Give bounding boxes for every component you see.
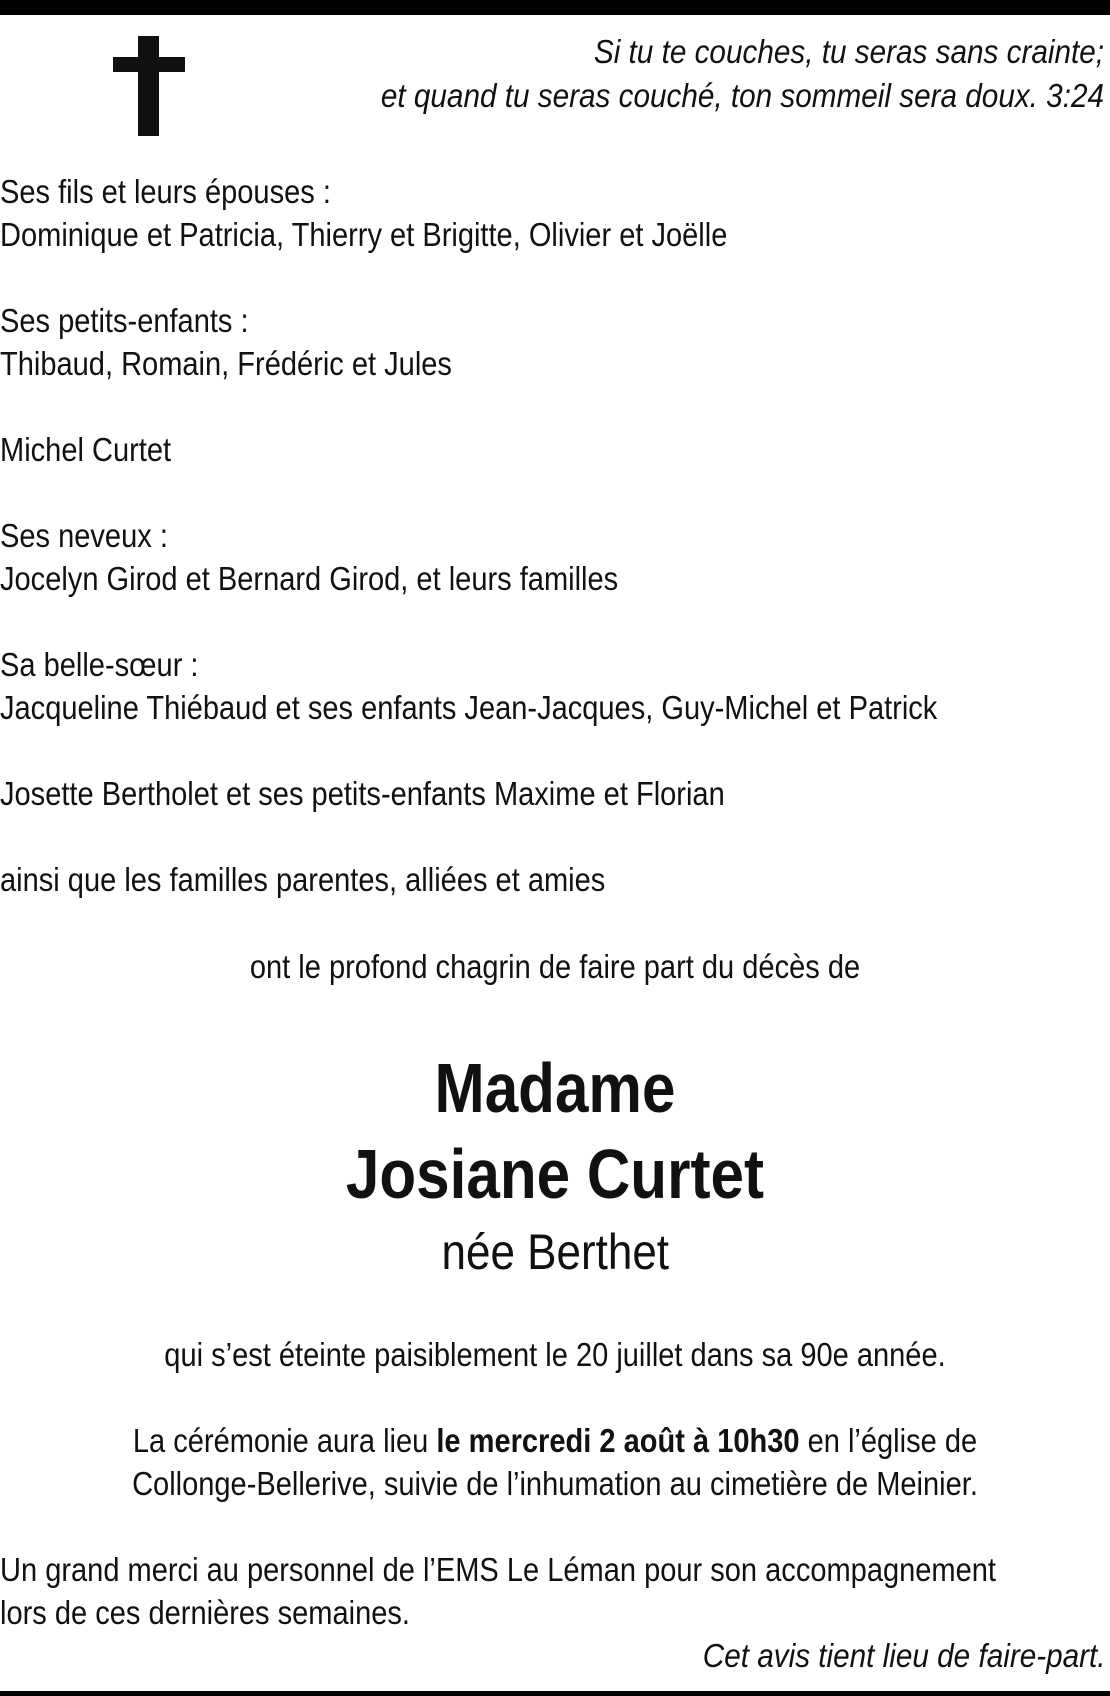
passing-text: qui s’est éteinte paisiblement le 20 juillet dans sa 90e année. <box>164 1336 946 1373</box>
announcement-text: ont le profond chagrin de faire part du décès de <box>249 948 861 985</box>
ceremony-prefix: La cérémonie aura lieu <box>132 1422 437 1459</box>
ceremony-line-2: Collonge-Bellerive, suivie de l’inhumation au cimetière de Meinier. <box>132 1465 978 1502</box>
thanks-line-1: Un grand merci au personnel de l’EMS Le Léman pour son accompagnement <box>0 1551 997 1588</box>
josette-line: Josette Bertholet et ses petits-enfants Maxime et Florian <box>0 775 725 812</box>
verse-line-2: et quand tu seras couché, ton sommeil sera doux. 3:24 <box>380 77 1104 114</box>
sister-in-law-block <box>0 643 1110 729</box>
michel-block <box>0 428 1110 471</box>
deceased-name: Josiane Curtet <box>345 1135 765 1213</box>
deceased-name-block <box>0 1045 1110 1217</box>
ceremony-date: le mercredi 2 août à 10h30 <box>436 1422 800 1459</box>
nephews-block <box>0 514 1110 600</box>
ceremony-notice <box>0 1419 1110 1505</box>
sons-names: Dominique et Patricia, Thierry et Brigitte, Olivier et Joëlle <box>0 216 728 253</box>
passing-notice <box>0 1333 1110 1376</box>
sons-block <box>0 170 1110 256</box>
closing-note: Cet avis tient lieu de faire-part. <box>703 1637 1106 1674</box>
ceremony-suffix: en l’église de <box>799 1422 978 1459</box>
grandchildren-names: Thibaud, Romain, Frédéric et Jules <box>0 345 452 382</box>
thanks-note <box>0 1548 1110 1634</box>
top-rule <box>0 0 1110 15</box>
sister-in-law-names: Jacqueline Thiébaud et ses enfants Jean-Jacques, Guy-Michel et Patrick <box>0 689 938 726</box>
bottom-rule <box>0 1691 1110 1696</box>
cross-icon <box>113 36 185 136</box>
sons-heading: Ses fils et leurs épouses : <box>0 173 331 210</box>
grandchildren-block <box>0 299 1110 385</box>
grandchildren-heading: Ses petits-enfants : <box>0 302 249 339</box>
others-line: ainsi que les familles parentes, alliées et amies <box>0 861 606 898</box>
verse-line-1: Si tu te couches, tu seras sans crainte; <box>593 33 1104 70</box>
thanks-line-2: lors de ces dernières semaines. <box>0 1594 410 1631</box>
deceased-title: Madame <box>434 1049 676 1127</box>
michel-name: Michel Curtet <box>0 431 172 468</box>
maiden-name-text: née Berthet <box>441 1224 669 1280</box>
nephews-heading: Ses neveux : <box>0 517 168 554</box>
sister-in-law-heading: Sa belle-sœur : <box>0 646 199 683</box>
ceremony-line-1 <box>67 1419 1044 1462</box>
family-list <box>0 170 1110 944</box>
nephews-names: Jocelyn Girod et Bernard Girod, et leurs familles <box>0 560 619 597</box>
bible-verse <box>366 30 1104 118</box>
announcement <box>0 945 1110 988</box>
others-block <box>0 858 1110 901</box>
maiden-name <box>0 1222 1110 1282</box>
josette-block <box>0 772 1110 815</box>
